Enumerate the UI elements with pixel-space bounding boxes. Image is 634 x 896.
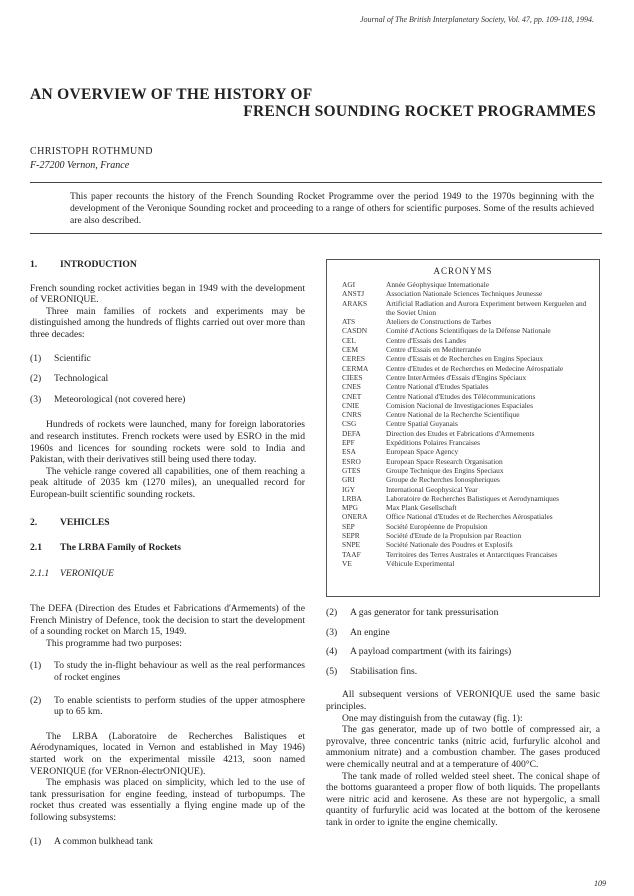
acronym-definition: Artificial Radiation and Aurora Experiment between Kerguelen and the Soviet Union [386,298,587,317]
acronym-row [342,531,599,540]
paper-title-line1: AN OVERVIEW OF THE HISTORY OF [30,86,313,103]
acronym-definition: Centre National de la Recherche Scientifique [386,410,520,420]
acronym-definition: European Space Research Organisation [386,456,503,466]
vehicles-paragraph-3: The LRBA (Laboratoire de Recherches Balistiques et Aérodynamiques, located in Vernon and established in May 1946) started work on the experimental missile 4213, soon named VERONIQUE (for VERnon-électrONIQUE). [30,730,305,777]
acronym-definition: Centre d'Essais des Landes [386,335,466,345]
section-intro-heading [30,259,305,271]
abstract-text: This paper recounts the history of the French Sounding Rocket Programme over the period 1949 to the 1970s beginning with the development of the Veronique Sounding rocket and proceeding to a range of others for scientific purposes. Some of the results achieved are also described. [70,191,594,226]
acronym-key: VE [342,558,352,568]
section-number: 2. [30,516,38,528]
acronym-definition: Centre InterArmées d'Essais d'Engins Spéciaux [386,372,527,382]
acronym-definition: European Space Agency [386,447,459,457]
purposes-list [30,660,305,717]
left-column [30,259,305,579]
acronym-definition: Association Nationale Sciences Techniques Jeunesse [386,289,543,299]
acronym-key: CEL [342,335,356,345]
intro-paragraph-4: The vehicle range covered all capabilities, one of them reaching a peak altitude of 2035 km (1270 miles), an unequalled record for European-built scientific sounding rockets. [30,465,305,500]
subsection-number: 2.1 [30,542,42,554]
acronym-key: CSG [342,419,357,429]
acronym-key: CIEES [342,372,363,382]
acronym-definition: Ateliers de Constructions de Tarbes [386,317,492,327]
acronym-key: DEFA [342,428,361,438]
acronym-row [342,540,599,549]
acronym-definition: Direction des Etudes et Fabrications d'Armements [386,428,535,438]
subsection-heading [30,542,305,554]
acronym-definition: Centre d'Essais et de Recherches en Engins Speciaux [386,354,544,364]
acronym-key: LRBA [342,493,362,503]
acronym-row [342,373,599,382]
acronym-definition: International Geophysical Year [386,484,478,494]
acronym-row [342,466,599,475]
journal-citation: Journal of The British Interplanetary Society, Vol. 47, pp. 109-118, 1994. [359,15,594,24]
subsubsection-heading [30,568,305,580]
acronym-key: ESA [342,447,356,457]
acronym-definition: Laboratoire de Recherches Balistiques et Aerodynamiques [386,493,560,503]
acronym-row [342,512,599,521]
acronym-row [342,401,599,410]
acronym-row [342,485,599,494]
right-column-lower [326,607,600,829]
list-item: (3) An engine [326,626,390,638]
acronym-row [342,429,599,438]
acronym-row [342,410,599,419]
acronym-definition: Société Européenne de Propulsion [386,521,488,531]
acronym-key: ONERA [342,512,368,522]
acronym-definition: Max Plank Gesellschaft [386,503,457,513]
vehicles-paragraph-6: One may distinguish from the cutaway (fig. 1): [342,712,523,724]
acronyms-list [327,280,599,568]
acronym-row [342,317,599,326]
acronym-definition: Comision Nacional de Investigaciones Espaciales [386,400,533,410]
intro-paragraph-1: French sounding rocket activities began in 1949 with the development of VERONIQUE. [30,282,305,306]
acronym-key: CERES [342,354,365,364]
vehicles-paragraph-7: The gas generator, made up of two bottle of compressed air, a pyrovalve, three concentric tanks (nitric acid, furfurylic alcohol and ammonium nitrate) and a combustion chamber. The gases produced were chemically neutral and at a temperature of 400°C. [326,724,600,770]
intro-list [30,353,305,406]
acronym-key: CASDN [342,326,368,336]
author-affiliation: F-27200 Vernon, France [30,160,130,171]
acronym-key: ESRO [342,456,361,466]
acronym-key: SNPE [342,540,361,550]
acronym-definition: Centre Spatial Guyanais [386,419,458,429]
acronym-row [342,457,599,466]
page-number: 109 [594,879,606,888]
author-name: CHRISTOPH ROTHMUND [30,146,153,157]
acronym-row [342,419,599,428]
list-item: (1) A common bulkhead tank [30,835,153,847]
section-vehicles-heading [30,517,305,529]
acronym-key: TAAF [342,549,361,559]
acronym-key: ATS [342,317,356,327]
acronym-row [342,364,599,373]
acronym-key: SEPR [342,531,360,541]
acronym-row [342,550,599,559]
acronym-row [342,559,599,568]
vehicles-paragraph-1: The DEFA (Direction des Etudes et Fabrications d'Armements) of the French Ministry of Defence, took the decision to start the development of a sounding rocket on March 15, 1949. [30,603,305,638]
acronym-definition: Centre National d'Etudes des Télécommunications [386,391,536,401]
acronym-key: EPF [342,438,355,448]
acronym-definition: Office National d'Etudes et de Recherches Aérospatiales [386,512,553,522]
acronym-row [342,289,599,298]
acronym-row [342,326,599,335]
subsubsection-title: VERONIQUE [60,567,114,579]
paper-title-line2: FRENCH SOUNDING ROCKET PROGRAMMES [243,103,596,120]
acronym-key: IGY [342,484,356,494]
list-item: (1) Scientific [30,352,91,364]
vehicles-paragraph-2: This programme had two purposes: [46,637,182,649]
acronym-key: CNES [342,382,361,392]
list-item: (5) Stabilisation fins. [326,665,418,677]
acronym-key: AGI [342,280,356,289]
subsubsection-number: 2.1.1 [30,567,50,579]
section-title: VEHICLES [60,516,110,528]
acronym-key: GTES [342,465,361,475]
acronym-key: MPG [342,503,359,513]
acronym-key: SEP [342,521,355,531]
acronym-key: CERMA [342,363,369,373]
acronym-definition: Société Nationale des Poudres et Explosifs [386,540,513,550]
acronym-row [342,475,599,484]
acronym-row [342,503,599,512]
acronyms-title: ACRONYMS [433,266,493,276]
acronym-definition: Centre d'Essais en Mediterranée [386,345,482,355]
acronym-row [342,494,599,503]
section-number: 1. [30,259,38,270]
acronym-row [342,280,599,289]
intro-paragraph-3: Hundreds of rockets were launched, many for foreign laboratories and research institutes. French rockets were used by ESRO in the mid 1960s and licences for sounding rockets were sold to India and Pakistan, with their derivatives still being used there today. [30,419,305,466]
acronym-definition: Véhicule Experimental [386,558,455,568]
vehicles-paragraph-5: All subsequent versions of VERONIQUE used the same basic principles. [326,689,600,712]
acronym-row [342,336,599,345]
acronym-key: CEM [342,345,359,355]
acronym-row [342,382,599,391]
acronym-definition: Année Géophysique Internationale [386,280,490,289]
acronym-row [342,354,599,363]
intro-paragraph-2: Three main families of rockets and experiments may be distinguished among the hundreds of flights carried out over more than three decades: [30,305,305,340]
acronym-row [342,299,599,318]
vehicles-paragraph-8: The tank made of rolled welded steel sheet. The conical shape of the bottoms guaranteed a proper flow of both liquids. The propellants were nitric acid and kerosene. As these are not hypergolic, a small quantity of furfurylic acid was located at the bottom of the kerosene tank in order to ignite the engine chemically. [326,770,600,828]
acronym-definition: Groupe Technique des Engins Speciaux [386,465,504,475]
section-title: INTRODUCTION [60,259,137,270]
list-item: (2) A gas generator for tank pressurisation [326,607,499,618]
acronym-key: CNET [342,391,362,401]
acronym-definition: Société d'Etude de la Propulsion par Reaction [386,531,522,541]
list-item: (2) To enable scientists to perform studies of the upper atmosphere up to 65 km. [30,694,305,718]
acronym-key: GRI [342,475,355,485]
acronym-row [342,345,599,354]
acronym-key: ARAKS [342,298,368,308]
acronym-definition: Comité d'Actions Scientifiques de la Défense Nationale [386,326,551,336]
subsection-title: The LRBA Family of Rockets [60,542,181,554]
acronym-row [342,438,599,447]
acronym-row [342,447,599,456]
acronym-row [342,522,599,531]
list-item: (4) A payload compartment (with its fairings) [326,646,512,658]
acronym-key: CNRS [342,410,362,420]
acronym-definition: Centre National d'Etudes Spatiales [386,382,489,392]
acronym-row [342,392,599,401]
acronym-key: CNIE [342,400,360,410]
abstract-box [30,182,602,234]
acronym-definition: Groupe de Recherches Ionospheriques [386,475,500,485]
acronym-definition: Expéditions Polaires Francaises [386,438,481,448]
acronym-definition: Centre d'Etudes et de Recherches en Medecine Aérospatiale [386,363,564,373]
acronym-definition: Territoires des Terres Australes et Antarctiques Francaises [386,549,558,559]
left-column-lower [30,603,305,847]
list-item: (1) To study the in-flight behaviour as well as the real performances of rocket engines [30,660,305,683]
acronym-key: ANSTJ [342,289,365,299]
list-item: (2) Technological [30,373,109,385]
vehicles-paragraph-4: The emphasis was placed on simplicity, which led to the use of tank pressurisation for engine feeding, instead of turbopumps. The rocket thus created was essentially a flying engine made up of the following subsystems: [30,777,305,823]
list-item: (3) Meteorological (not covered here) [30,393,186,405]
acronyms-box [326,259,600,597]
